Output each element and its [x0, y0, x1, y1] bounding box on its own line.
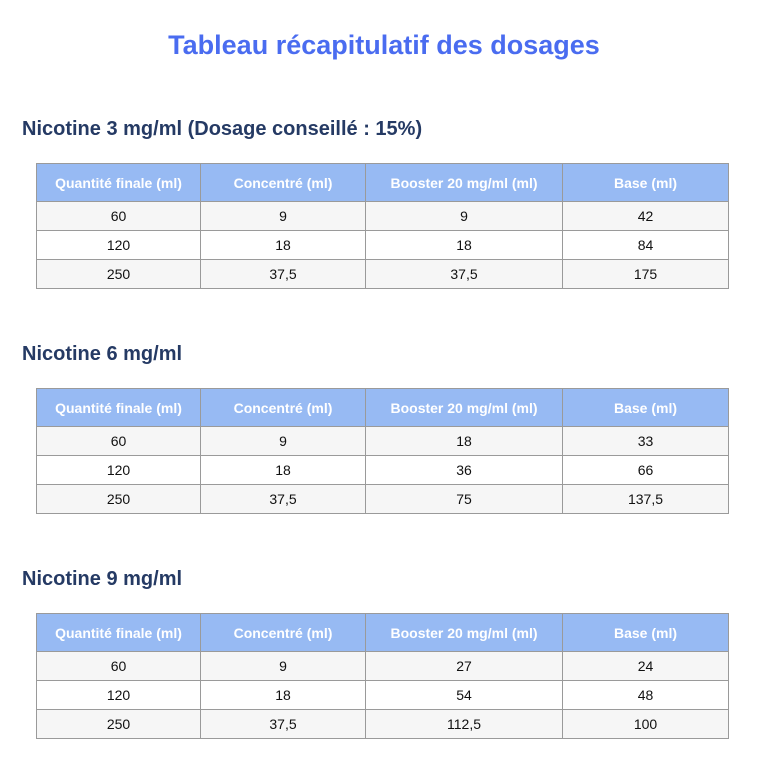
table-row — [37, 681, 729, 710]
table-header-row — [37, 614, 729, 652]
dosage-table-nicotine-3 — [36, 163, 729, 289]
table-header-row — [37, 389, 729, 427]
cell-booster: 54 — [366, 681, 563, 710]
table-row — [37, 231, 729, 260]
column-header-final-quantity: Quantité finale (ml) — [37, 164, 201, 202]
column-header-booster: Booster 20 mg/ml (ml) — [366, 389, 563, 427]
cell-booster: 18 — [366, 427, 563, 456]
cell-final-quantity: 60 — [37, 427, 201, 456]
cell-concentrate: 9 — [201, 202, 366, 231]
cell-final-quantity: 120 — [37, 681, 201, 710]
cell-concentrate: 9 — [201, 652, 366, 681]
cell-final-quantity: 120 — [37, 231, 201, 260]
cell-base: 175 — [563, 260, 729, 289]
cell-concentrate: 18 — [201, 456, 366, 485]
cell-booster: 112,5 — [366, 710, 563, 739]
table-row — [37, 710, 729, 739]
cell-base: 42 — [563, 202, 729, 231]
cell-base: 33 — [563, 427, 729, 456]
section-heading-nicotine-6: Nicotine 6 mg/ml — [22, 343, 183, 365]
cell-final-quantity: 250 — [37, 260, 201, 289]
cell-final-quantity: 120 — [37, 456, 201, 485]
table-row — [37, 485, 729, 514]
column-header-base: Base (ml) — [563, 614, 729, 652]
cell-booster: 36 — [366, 456, 563, 485]
cell-final-quantity: 60 — [37, 652, 201, 681]
cell-concentrate: 18 — [201, 231, 366, 260]
cell-booster: 75 — [366, 485, 563, 514]
cell-concentrate: 37,5 — [201, 485, 366, 514]
cell-base: 84 — [563, 231, 729, 260]
column-header-final-quantity: Quantité finale (ml) — [37, 614, 201, 652]
column-header-booster: Booster 20 mg/ml (ml) — [366, 614, 563, 652]
section-heading-nicotine-3: Nicotine 3 mg/ml (Dosage conseillé : 15%) — [22, 118, 423, 140]
cell-final-quantity: 250 — [37, 485, 201, 514]
dosage-table-nicotine-9 — [36, 613, 729, 739]
cell-booster: 18 — [366, 231, 563, 260]
cell-booster: 27 — [366, 652, 563, 681]
column-header-concentrate: Concentré (ml) — [201, 389, 366, 427]
cell-base: 66 — [563, 456, 729, 485]
column-header-concentrate: Concentré (ml) — [201, 164, 366, 202]
table-row — [37, 652, 729, 681]
column-header-booster: Booster 20 mg/ml (ml) — [366, 164, 563, 202]
cell-base: 48 — [563, 681, 729, 710]
cell-concentrate: 18 — [201, 681, 366, 710]
column-header-concentrate: Concentré (ml) — [201, 614, 366, 652]
cell-concentrate: 37,5 — [201, 260, 366, 289]
dosage-table-nicotine-6 — [36, 388, 729, 514]
table-header-row — [37, 164, 729, 202]
cell-booster: 9 — [366, 202, 563, 231]
section-heading-nicotine-9: Nicotine 9 mg/ml — [22, 568, 183, 590]
column-header-base: Base (ml) — [563, 164, 729, 202]
table-row — [37, 202, 729, 231]
cell-base: 137,5 — [563, 485, 729, 514]
cell-booster: 37,5 — [366, 260, 563, 289]
column-header-base: Base (ml) — [563, 389, 729, 427]
cell-final-quantity: 250 — [37, 710, 201, 739]
page-title: Tableau récapitulatif des dosages — [168, 30, 600, 60]
table-row — [37, 260, 729, 289]
cell-final-quantity: 60 — [37, 202, 201, 231]
table-row — [37, 456, 729, 485]
table-row — [37, 427, 729, 456]
cell-concentrate: 9 — [201, 427, 366, 456]
column-header-final-quantity: Quantité finale (ml) — [37, 389, 201, 427]
cell-base: 100 — [563, 710, 729, 739]
cell-concentrate: 37,5 — [201, 710, 366, 739]
cell-base: 24 — [563, 652, 729, 681]
